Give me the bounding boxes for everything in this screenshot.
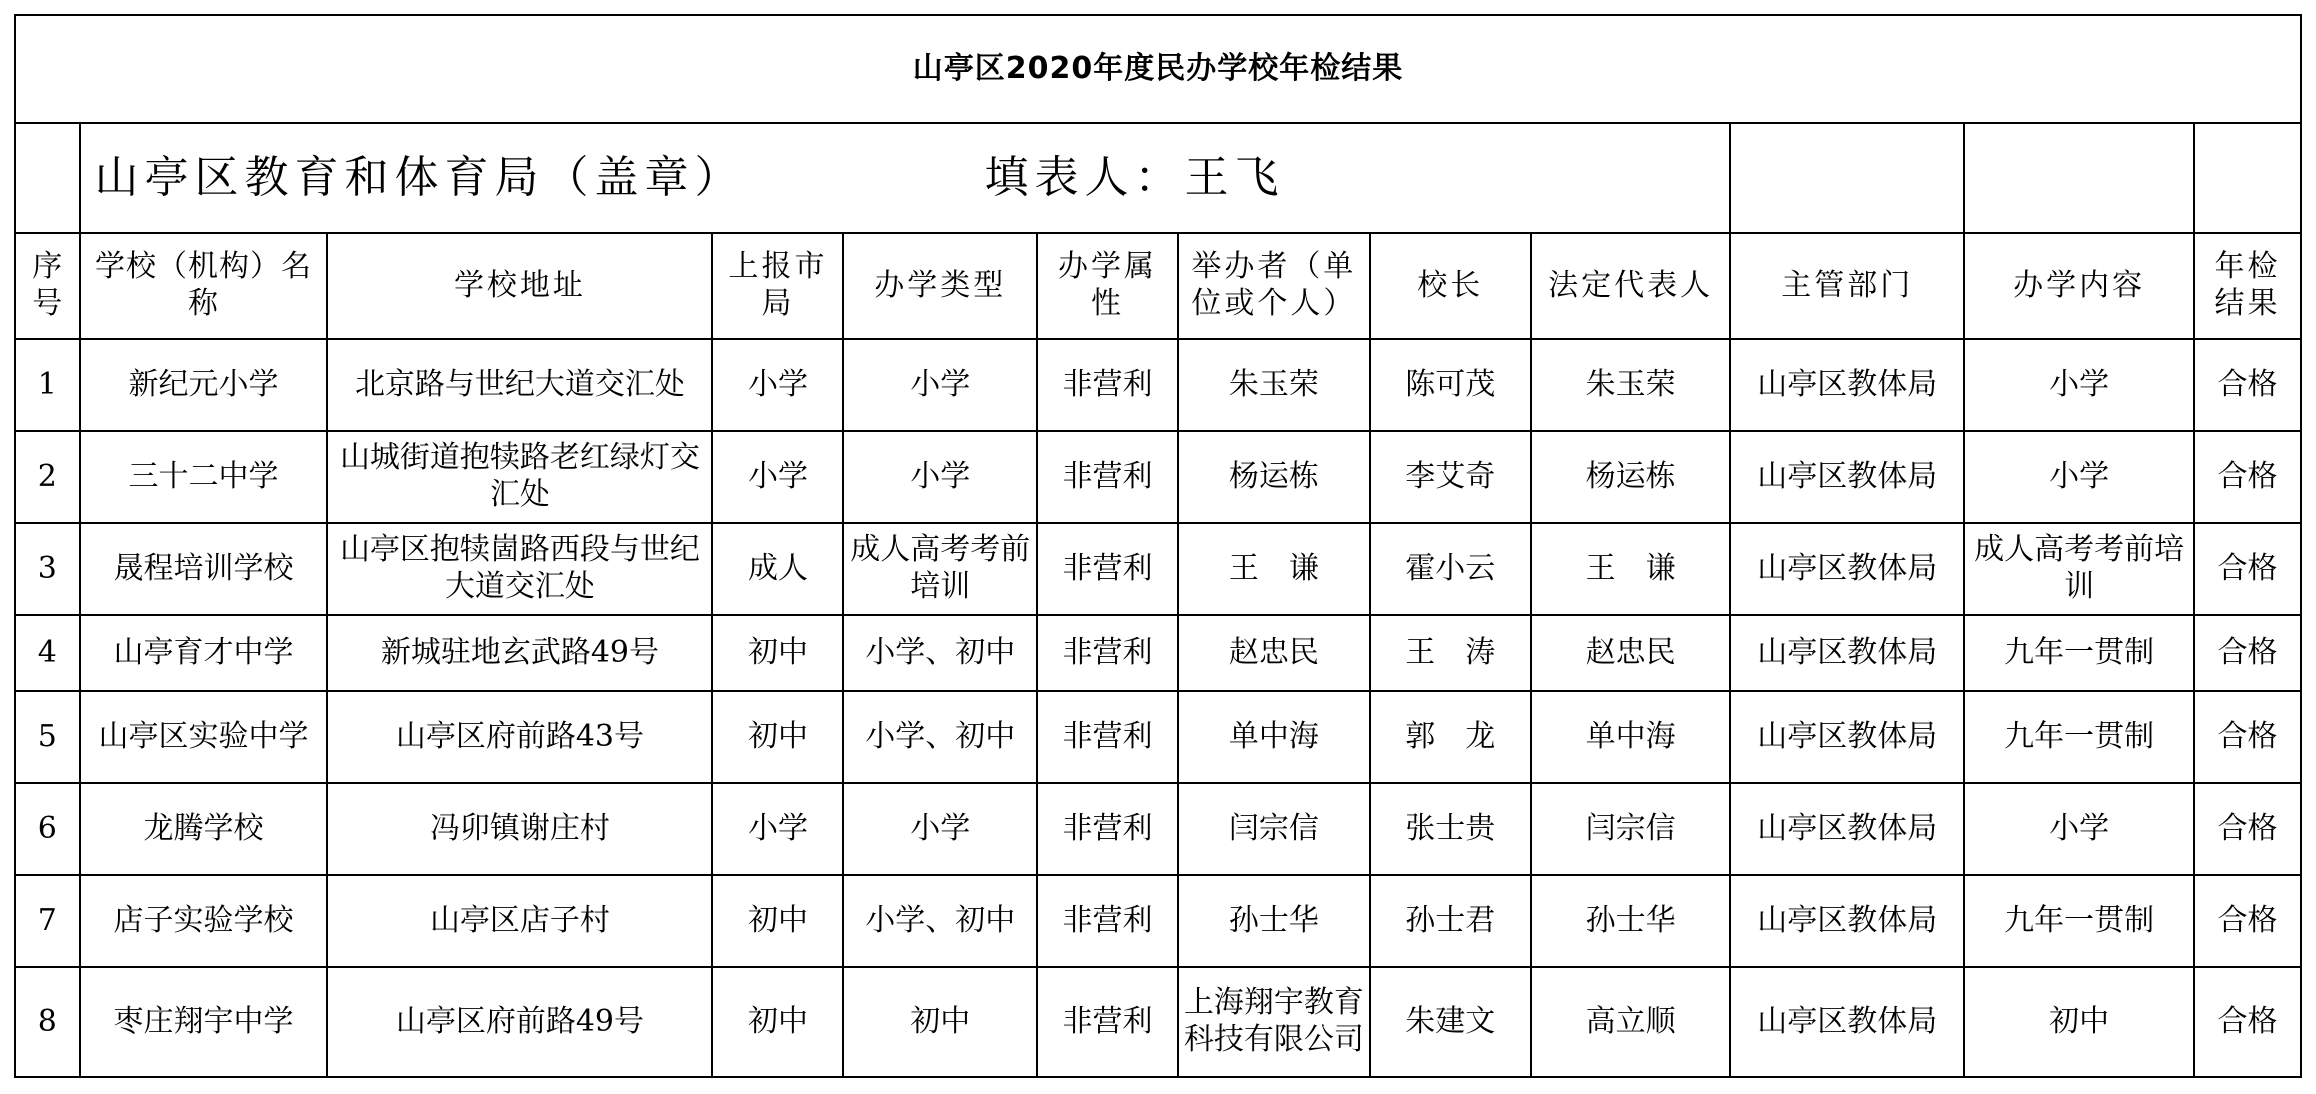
attribute-cell: 非营利 [1037,691,1178,783]
content-cell: 九年一贯制 [1964,691,2194,783]
sponsor-cell: 孙士华 [1178,875,1370,967]
sponsor-cell: 闫宗信 [1178,783,1370,875]
header-result: 年检结果 [2194,233,2301,339]
attribute-cell: 非营利 [1037,615,1178,691]
principal-cell: 李艾奇 [1370,431,1531,523]
content-cell: 小学 [1964,431,2194,523]
department-cell: 山亭区教体局 [1730,431,1964,523]
type-cell: 小学、初中 [843,875,1037,967]
seq-cell: 6 [15,783,80,875]
address-cell: 山城街道抱犊路老红绿灯交汇处 [327,431,712,523]
result-cell: 合格 [2194,431,2301,523]
seq-cell: 7 [15,875,80,967]
legal-rep-cell: 闫宗信 [1531,783,1731,875]
legal-rep-cell: 孙士华 [1531,875,1731,967]
type-cell: 小学、初中 [843,615,1037,691]
result-cell: 合格 [2194,783,2301,875]
seq-cell: 8 [15,967,80,1077]
principal-cell: 张士贵 [1370,783,1531,875]
content-cell: 小学 [1964,783,2194,875]
content-cell: 小学 [1964,339,2194,431]
page-title: 山亭区2020年度民办学校年检结果 [15,15,2301,123]
legal-rep-cell: 单中海 [1531,691,1731,783]
report-cell: 小学 [712,431,843,523]
seq-cell: 4 [15,615,80,691]
header-department: 主管部门 [1730,233,1964,339]
report-cell: 小学 [712,339,843,431]
title-row [15,15,2301,123]
report-cell: 小学 [712,783,843,875]
seq-cell: 3 [15,523,80,615]
result-cell: 合格 [2194,615,2301,691]
principal-cell: 陈可茂 [1370,339,1531,431]
school-name-cell: 山亭育才中学 [80,615,328,691]
attribute-cell: 非营利 [1037,523,1178,615]
table-row [15,431,2301,523]
header-principal: 校长 [1370,233,1531,339]
principal-cell: 霍小云 [1370,523,1531,615]
result-cell: 合格 [2194,875,2301,967]
header-legal-rep: 法定代表人 [1531,233,1731,339]
department-cell: 山亭区教体局 [1730,339,1964,431]
unit-label: 山亭区教育和体育局（盖章） [94,152,745,204]
type-cell: 初中 [843,967,1037,1077]
header-address: 学校地址 [327,233,712,339]
table-row [15,783,2301,875]
info-blank-cell [15,123,80,233]
school-name-cell: 枣庄翔宇中学 [80,967,328,1077]
content-cell: 九年一贯制 [1964,615,2194,691]
attribute-cell: 非营利 [1037,783,1178,875]
result-cell: 合格 [2194,967,2301,1077]
result-cell: 合格 [2194,523,2301,615]
sponsor-cell: 赵忠民 [1178,615,1370,691]
table-row [15,967,2301,1077]
sponsor-cell: 王 谦 [1178,523,1370,615]
department-cell: 山亭区教体局 [1730,523,1964,615]
legal-rep-cell: 王 谦 [1531,523,1731,615]
seq-cell: 5 [15,691,80,783]
table-row [15,691,2301,783]
report-cell: 初中 [712,967,843,1077]
header-type: 办学类型 [843,233,1037,339]
address-cell: 山亭区府前路43号 [327,691,712,783]
filler-label: 填表人：王飞 [984,152,1285,204]
legal-rep-cell: 赵忠民 [1531,615,1731,691]
address-cell: 冯卯镇谢庄村 [327,783,712,875]
sponsor-cell: 朱玉荣 [1178,339,1370,431]
sponsor-cell: 上海翔宇教育科技有限公司 [1178,967,1370,1077]
report-cell: 初中 [712,691,843,783]
attribute-cell: 非营利 [1037,431,1178,523]
content-cell: 初中 [1964,967,2194,1077]
info-blank-cell [2194,123,2301,233]
results-sheet [14,14,2302,1078]
school-name-cell: 三十二中学 [80,431,328,523]
school-name-cell: 山亭区实验中学 [80,691,328,783]
info-cell [80,123,1731,233]
info-blank-cell [1964,123,2194,233]
content-cell: 九年一贯制 [1964,875,2194,967]
seq-cell: 1 [15,339,80,431]
address-cell: 北京路与世纪大道交汇处 [327,339,712,431]
report-cell: 初中 [712,875,843,967]
department-cell: 山亭区教体局 [1730,967,1964,1077]
school-name-cell: 龙腾学校 [80,783,328,875]
header-name: 学校（机构）名称 [80,233,328,339]
table-row [15,875,2301,967]
header-seq: 序号 [15,233,80,339]
sponsor-cell: 杨运栋 [1178,431,1370,523]
address-cell: 山亭区店子村 [327,875,712,967]
principal-cell: 郭 龙 [1370,691,1531,783]
school-name-cell: 店子实验学校 [80,875,328,967]
school-name-cell: 晟程培训学校 [80,523,328,615]
type-cell: 小学 [843,783,1037,875]
header-row [15,233,2301,339]
type-cell: 小学、初中 [843,691,1037,783]
header-sponsor: 举办者（单位或个人） [1178,233,1370,339]
principal-cell: 朱建文 [1370,967,1531,1077]
type-cell: 小学 [843,339,1037,431]
report-cell: 初中 [712,615,843,691]
department-cell: 山亭区教体局 [1730,875,1964,967]
address-cell: 新城驻地玄武路49号 [327,615,712,691]
table-row [15,615,2301,691]
type-cell: 成人高考考前培训 [843,523,1037,615]
principal-cell: 王 涛 [1370,615,1531,691]
header-attribute: 办学属性 [1037,233,1178,339]
attribute-cell: 非营利 [1037,967,1178,1077]
info-blank-cell [1730,123,1964,233]
result-cell: 合格 [2194,691,2301,783]
attribute-cell: 非营利 [1037,339,1178,431]
info-row [15,123,2301,233]
legal-rep-cell: 高立顺 [1531,967,1731,1077]
table-row [15,523,2301,615]
address-cell: 山亭区抱犊崮路西段与世纪大道交汇处 [327,523,712,615]
sponsor-cell: 单中海 [1178,691,1370,783]
report-cell: 成人 [712,523,843,615]
address-cell: 山亭区府前路49号 [327,967,712,1077]
principal-cell: 孙士君 [1370,875,1531,967]
result-cell: 合格 [2194,339,2301,431]
school-name-cell: 新纪元小学 [80,339,328,431]
type-cell: 小学 [843,431,1037,523]
header-content: 办学内容 [1964,233,2194,339]
attribute-cell: 非营利 [1037,875,1178,967]
content-cell: 成人高考考前培训 [1964,523,2194,615]
seq-cell: 2 [15,431,80,523]
department-cell: 山亭区教体局 [1730,783,1964,875]
department-cell: 山亭区教体局 [1730,691,1964,783]
results-table [14,14,2302,1078]
table-row [15,339,2301,431]
legal-rep-cell: 朱玉荣 [1531,339,1731,431]
department-cell: 山亭区教体局 [1730,615,1964,691]
legal-rep-cell: 杨运栋 [1531,431,1731,523]
header-report: 上报市局 [712,233,843,339]
